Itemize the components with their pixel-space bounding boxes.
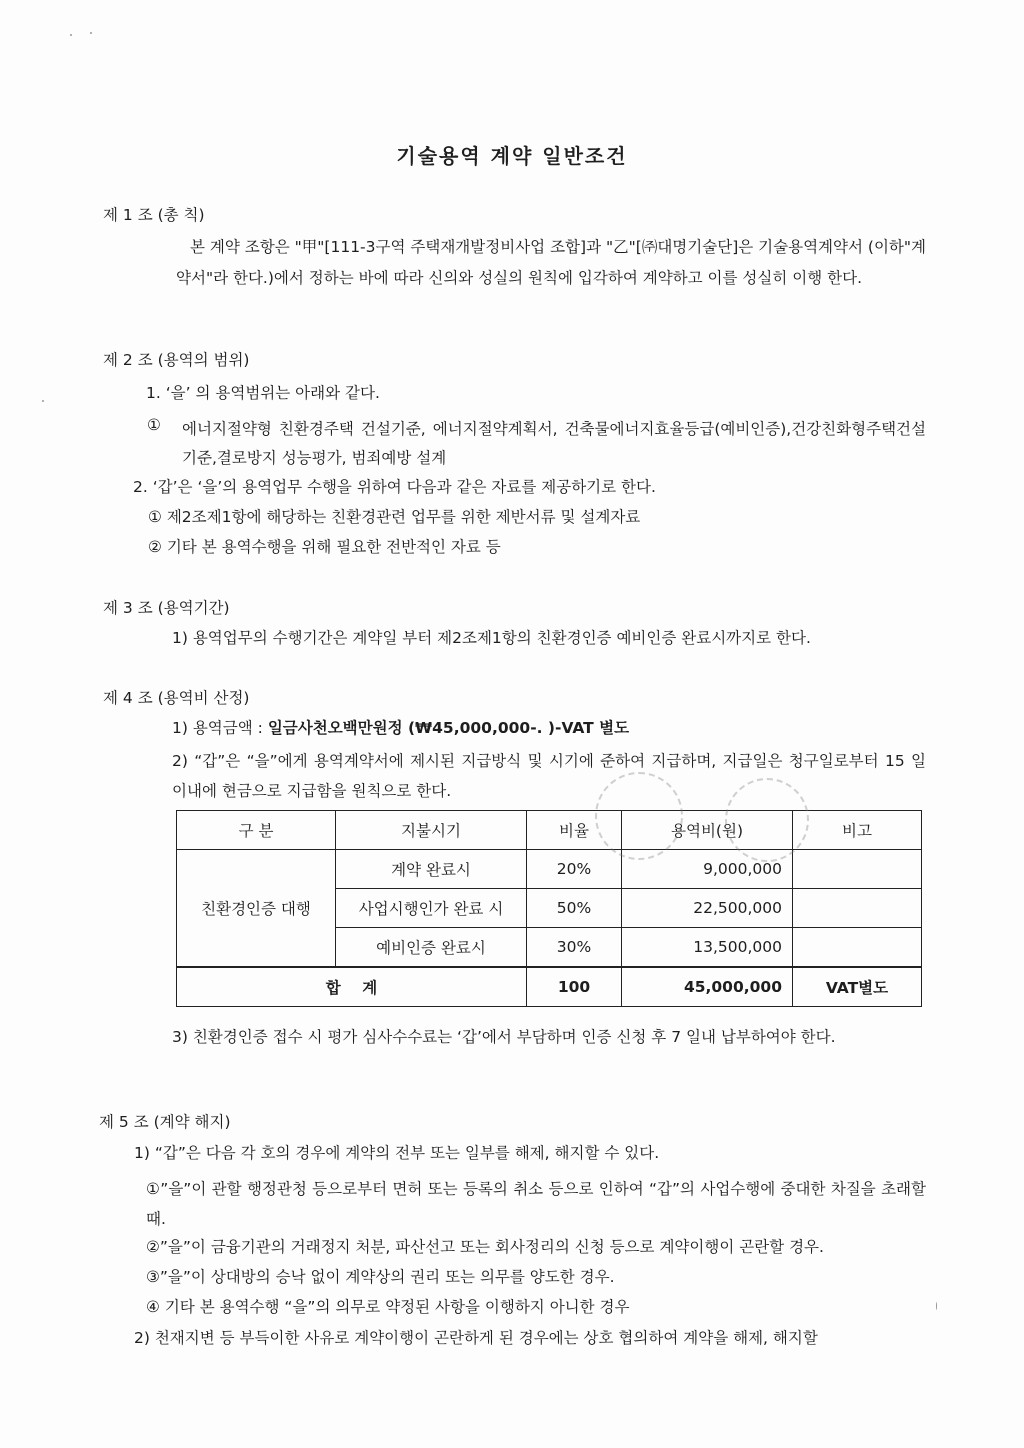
header-timing: 지불시기 bbox=[336, 811, 527, 850]
seal-stamp bbox=[725, 778, 809, 862]
article-2-item-2: 2. ‘갑’은 ‘을’의 용역업무 수행을 위하여 다음과 같은 자료를 제공하기로 한다. bbox=[133, 478, 656, 496]
document-title: 기술용역 계약 일반조건 bbox=[396, 144, 628, 168]
article-1-body: 본 계약 조항은 "甲"[111-3구역 주택재개발정비사업 조합]과 "乙"[㈜대명기술단]은 기술용역계약서 (이하"계약서"라 한다.)에서 정하는 바에 따라 신의와 성실의 원칙에 입각하여 계약하고 이를 성실히 이행 한다. bbox=[176, 238, 926, 287]
article-5-sub-1: ①”을”이 관할 행정관청 등으로부터 면허 또는 등록의 취소 등으로 인하여 “갑”의 사업수행에 중대한 차질을 초래할 때. bbox=[146, 1180, 926, 1228]
article-2-item-1: 1. ‘을’ 의 용역범위는 아래와 같다. bbox=[146, 384, 380, 402]
article-5-heading: 제 5 조 (계약 해지) bbox=[99, 1113, 231, 1131]
timing-cell: 예비인증 완료시 bbox=[336, 928, 527, 968]
amount-cell: 13,500,000 bbox=[622, 928, 793, 968]
article-4-item-3: 3) 친환경인증 접수 시 평가 심사수수료는 ‘갑’에서 부담하며 인증 신청 후 7 일내 납부하여야 한다. bbox=[172, 1028, 836, 1046]
article-5-item-2: 2) 천재지변 등 부득이한 사유로 계약이행이 곤란하게 된 경우에는 상호 협의하여 계약을 해제, 해지할 bbox=[134, 1329, 818, 1347]
total-ratio: 100 bbox=[527, 967, 622, 1007]
contract-amount: 일금사천오백만원정 (₩45,000,000-. )-VAT 별도 bbox=[267, 719, 630, 737]
article-5-sub-2: ②”을”이 금융기관의 거래정지 처분, 파산선고 또는 회사정리의 신청 등으로 계약이행이 곤란할 경우. bbox=[146, 1238, 824, 1256]
table-total-row bbox=[177, 967, 922, 1007]
scan-speck bbox=[42, 400, 44, 402]
article-3-item-1: 1) 용역업무의 수행기간은 계약일 부터 제2조제1항의 친환경인증 예비인증 완료시까지로 한다. bbox=[172, 629, 811, 647]
total-label: 합 계 bbox=[177, 967, 527, 1007]
amount-cell: 9,000,000 bbox=[622, 850, 793, 889]
article-2-item-1-sub-1: 에너지절약형 친환경주택 건설기준, 에너지절약계획서, 건축물에너지효율등급(예비인증),건강친화형주택건설기준,결로방지 성능평가, 범죄예방 설계 bbox=[182, 420, 926, 467]
article-5-sub-3: ③”을”이 상대방의 승낙 없이 계약상의 권리 또는 의무를 양도한 경우. bbox=[146, 1268, 615, 1286]
article-2-item-2-sub-1: ① 제2조제1항에 해당하는 친환경관련 업무를 위한 제반서류 및 설계자료 bbox=[148, 508, 641, 526]
article-2-heading: 제 2 조 (용역의 범위) bbox=[103, 351, 250, 369]
note-cell bbox=[793, 889, 922, 928]
article-2-item-1-sub-1-number: ① bbox=[147, 416, 161, 434]
timing-cell: 사업시행인가 완료 시 bbox=[336, 889, 527, 928]
amount-cell: 22,500,000 bbox=[622, 889, 793, 928]
article-4-item-1-label: 1) 용역금액 : bbox=[172, 719, 268, 737]
table-row bbox=[177, 850, 922, 889]
article-5-item-1: 1) “갑”은 다음 각 호의 경우에 계약의 전부 또는 일부를 해제, 해지할 수 있다. bbox=[134, 1144, 660, 1162]
note-cell bbox=[793, 850, 922, 889]
ratio-cell: 50% bbox=[527, 889, 622, 928]
scan-speck bbox=[90, 32, 92, 34]
article-4-heading: 제 4 조 (용역비 산정) bbox=[103, 689, 250, 707]
payment-schedule-table bbox=[176, 810, 922, 1007]
header-note: 비고 bbox=[793, 811, 922, 850]
table-header-row bbox=[177, 811, 922, 850]
article-4-item-2: 2) “갑”은 “을”에게 용역계약서에 제시된 지급방식 및 시기에 준하여 지급하며, 지급일은 청구일로부터 15 일 이내에 현금으로 지급함을 원칙으로 한다. bbox=[172, 752, 926, 800]
ratio-cell: 30% bbox=[527, 928, 622, 968]
article-2-item-2-sub-2: ② 기타 본 용역수행을 위해 필요한 전반적인 자료 등 bbox=[148, 538, 501, 556]
article-4-item-1 bbox=[172, 718, 629, 738]
article-3-heading: 제 3 조 (용역기간) bbox=[103, 599, 230, 617]
total-note: VAT별도 bbox=[793, 967, 922, 1007]
article-1-heading: 제 1 조 (총 칙) bbox=[103, 206, 205, 224]
scan-speck bbox=[70, 34, 72, 36]
total-amount: 45,000,000 bbox=[622, 967, 793, 1007]
note-cell bbox=[793, 928, 922, 968]
header-category: 구 분 bbox=[177, 811, 336, 850]
ratio-cell: 20% bbox=[527, 850, 622, 889]
header-ratio: 비율 bbox=[527, 811, 622, 850]
scan-speck bbox=[936, 1302, 937, 1310]
article-5-sub-4: ④ 기타 본 용역수행 “을”의 의무로 약정된 사항을 이행하지 아니한 경우 bbox=[146, 1298, 630, 1316]
seal-stamp bbox=[595, 772, 683, 860]
category-cell: 친환경인증 대행 bbox=[177, 850, 336, 968]
timing-cell: 계약 완료시 bbox=[336, 850, 527, 889]
header-amount: 용역비(원) bbox=[622, 811, 793, 850]
